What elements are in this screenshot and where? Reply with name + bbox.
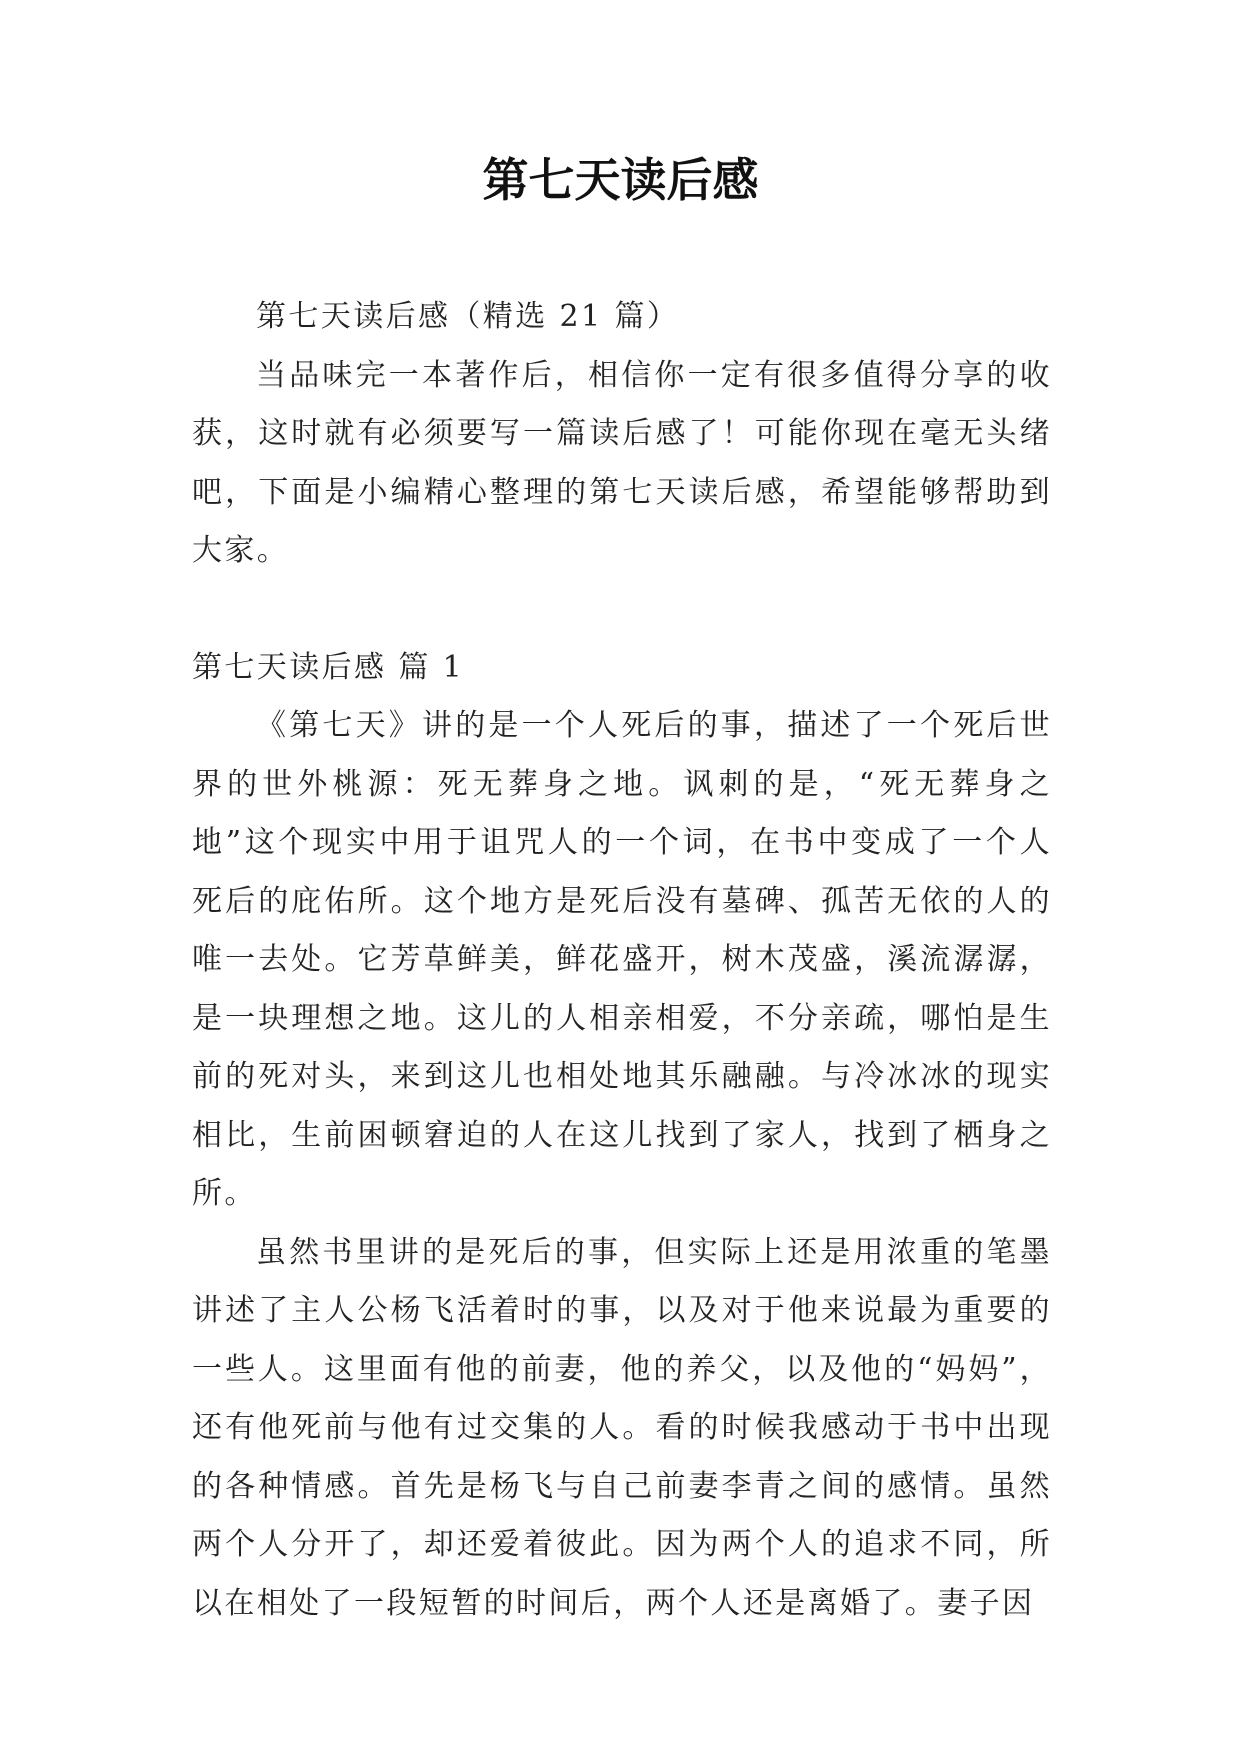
- intro-paragraph: 当品味完一本著作后，相信你一定有很多值得分享的收获，这时就有必须要写一篇读后感了！可能你现在毫无头绪吧，下面是小编精心整理的第七天读后感，希望能够帮助到大家。: [192, 357, 1052, 568]
- section-paragraph: 虽然书里讲的是死后的事，但实际上还是用浓重的笔墨讲述了主人公杨飞活着时的事，以及对于他来说最为重要的一些人。这里面有他的前妻，他的养父，以及他的“妈妈”，还有他死前与他有过交集的人。看的时候我感动于书中出现的各种情感。首先是杨飞与自己前妻李青之间的感情。虽然两个人分开了，却还爱着彼此。因为两个人的追求不同，所以在相处了一段短暂的时间后，两个人还是离婚了。妻子因: [192, 1234, 1052, 1621]
- document-body: [192, 288, 1052, 1633]
- document-title: 第七天读后感: [482, 153, 759, 207]
- section-heading: 第七天读后感 篇 1: [192, 649, 465, 685]
- document-subtitle: 第七天读后感（精选 21 篇）: [256, 299, 680, 334]
- section-paragraph: 《第七天》讲的是一个人死后的事，描述了一个死后世界的世外桃源：死无葬身之地。讽刺的是，“死无葬身之地”这个现实中用于诅咒人的一个词，在书中变成了一个人死后的庇佑所。这个地方是死后没有墓碑、孤苦无依的人的唯一去处。它芳草鲜美，鲜花盛开，树木茂盛，溪流潺潺，是一块理想之地。这儿的人相亲相爱，不分亲疏，哪怕是生前的死对头，来到这儿也相处地其乐融融。与冷冰冰的现实相比，生前困顿窘迫的人在这儿找到了家人，找到了栖身之所。: [192, 708, 1052, 1211]
